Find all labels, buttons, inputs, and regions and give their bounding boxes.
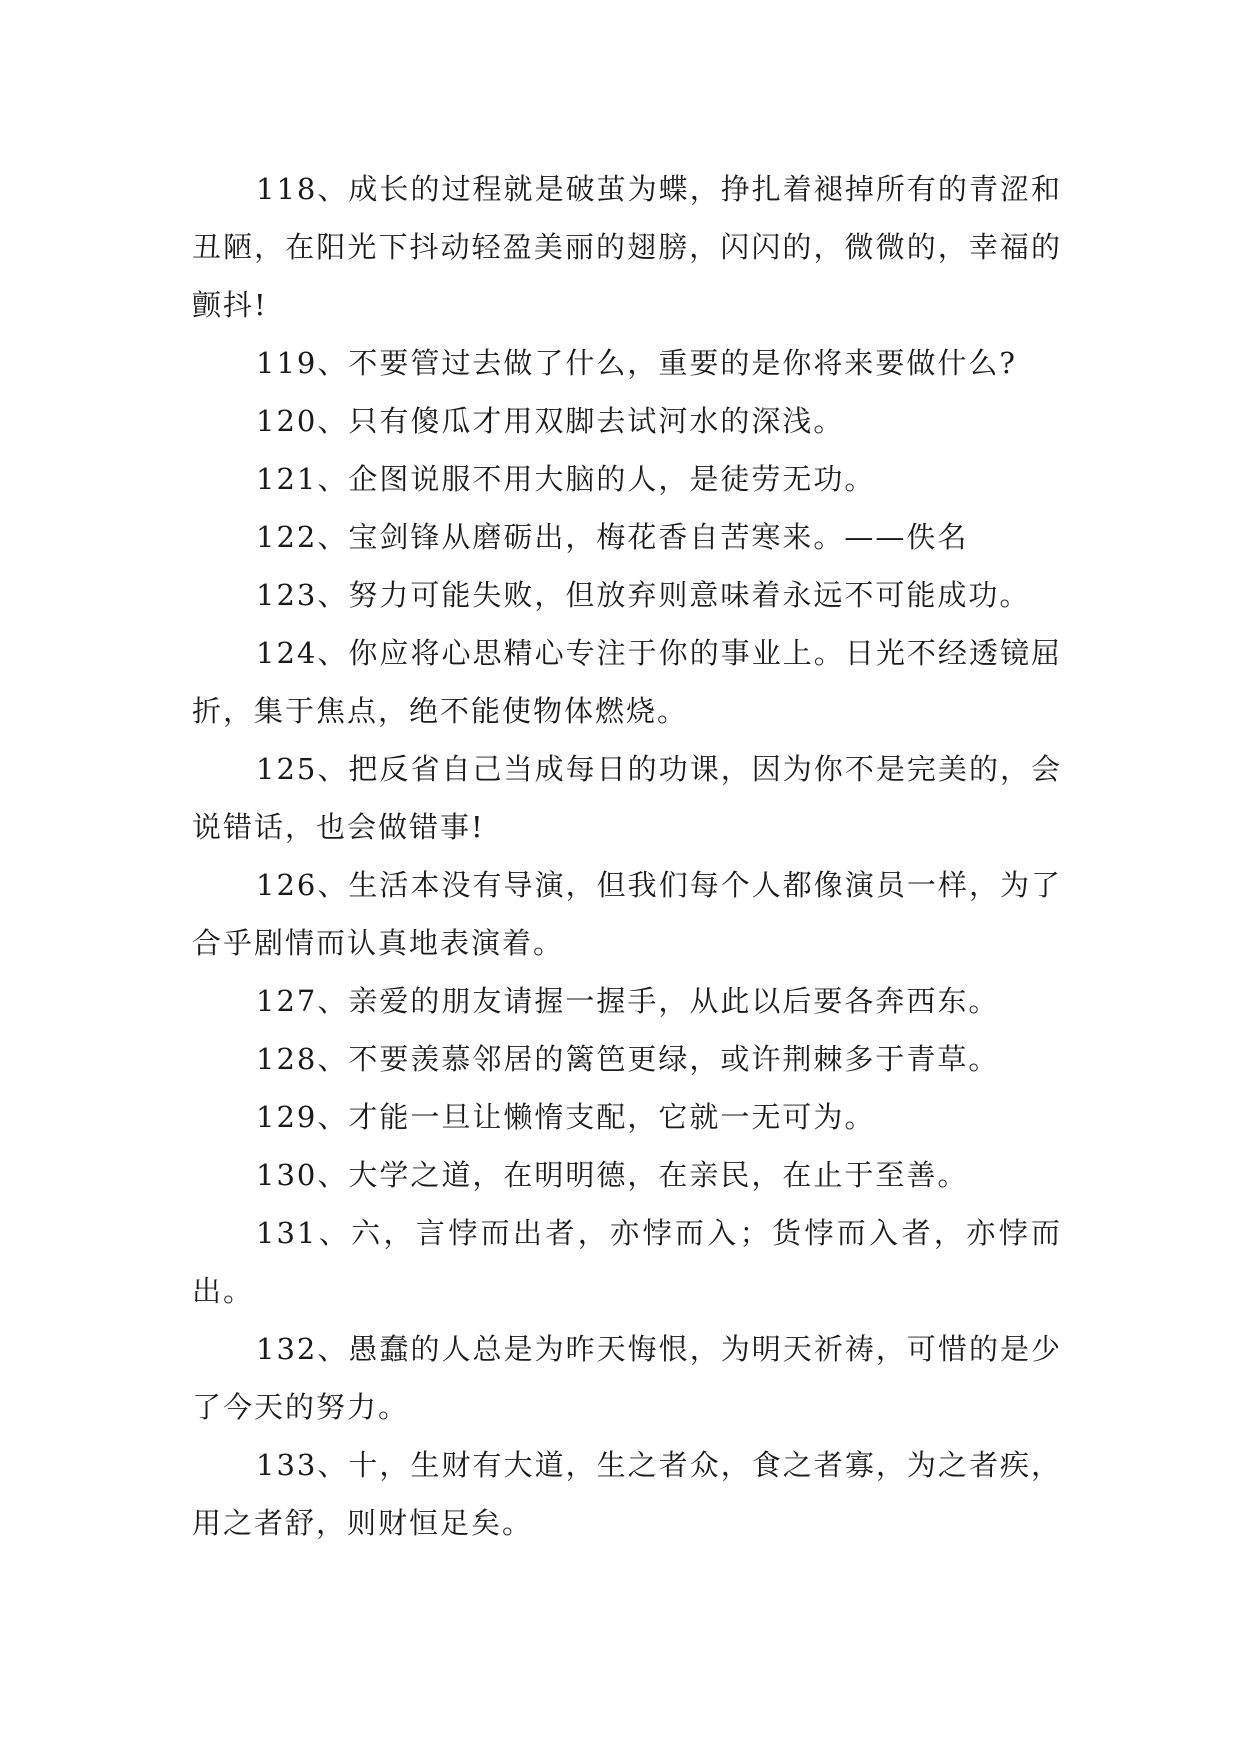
paragraph-120: 120、只有傻瓜才用双脚去试河水的深浅。 — [256, 404, 845, 438]
paragraph-125: 125、把反省自己当成每日的功课，因为你不是完美的，会说错话，也会做错事! — [192, 752, 1062, 844]
paragraph-119: 119、不要管过去做了什么，重要的是你将来要做什么? — [256, 346, 1017, 380]
paragraph-118: 118、成长的过程就是破茧为蝶，挣扎着褪掉所有的青涩和丑陋，在阳光下抖动轻盈美丽的翅膀，闪闪的，微微的，幸福的颤抖! — [192, 172, 1062, 322]
paragraph-126: 126、生活本没有导演，但我们每个人都像演员一样，为了合乎剧情而认真地表演着。 — [192, 868, 1062, 960]
paragraph-127: 127、亲爱的朋友请握一握手，从此以后要各奔西东。 — [256, 984, 1000, 1018]
paragraph-131: 131、六，言悖而出者，亦悖而入；货悖而入者，亦悖而出。 — [192, 1216, 1062, 1308]
paragraph-129: 129、才能一旦让懒惰支配，它就一无可为。 — [256, 1100, 876, 1134]
paragraph-121: 121、企图说服不用大脑的人，是徒劳无功。 — [256, 462, 876, 496]
paragraph-128: 128、不要羡慕邻居的篱笆更绿，或许荆棘多于青草。 — [256, 1042, 1000, 1076]
document-body — [192, 160, 1062, 1552]
paragraph-132: 132、愚蠢的人总是为昨天悔恨，为明天祈祷，可惜的是少了今天的努力。 — [192, 1332, 1062, 1424]
paragraph-130: 130、大学之道，在明明德，在亲民，在止于至善。 — [256, 1158, 969, 1192]
paragraph-123: 123、努力可能失败，但放弃则意味着永远不可能成功。 — [256, 578, 1031, 612]
paragraph-133: 133、十，生财有大道，生之者众，食之者寡，为之者疾，用之者舒，则财恒足矣。 — [192, 1448, 1062, 1540]
paragraph-122: 122、宝剑锋从磨砺出，梅花香自苦寒来。——佚名 — [256, 520, 969, 554]
paragraph-124: 124、你应将心思精心专注于你的事业上。日光不经透镜屈折，集于焦点，绝不能使物体燃烧。 — [192, 636, 1062, 728]
